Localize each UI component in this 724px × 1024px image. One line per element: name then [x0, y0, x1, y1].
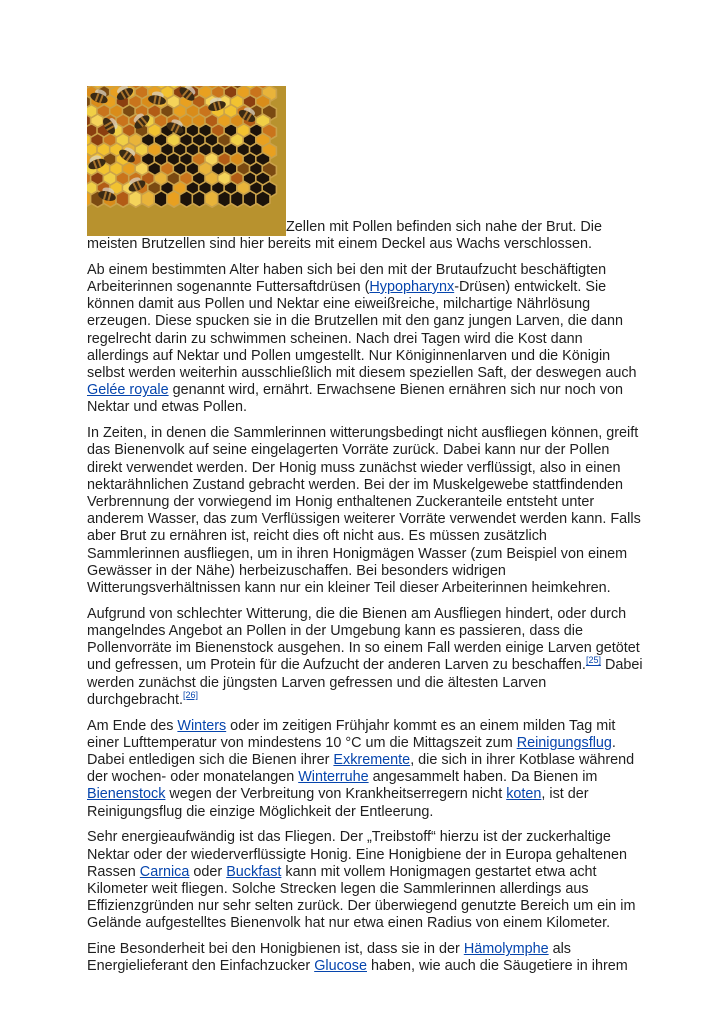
paragraph-stores: In Zeiten, in denen die Sammlerinnen witterungsbedingt nicht ausfliegen können, greift das Bienenvolk auf seine eingelagerten Vorräte zurück. Dabei kann nur der Pollen direkt verwendet werden. Der Honig muss zunächst wieder verflüssigt, also in einen nektarähnlichen Zustand gebracht werden. Bei der im Muskelgewebe stattfindenden Verbrennung der vorwiegend im Honig enthaltenen Zuckeranteile entsteht unter anderem Wasser, das zum Verflüssigen weiterer Vorräte verwendet werden kann. Falls aber Brut zu ernähren ist, reicht dies oft nicht aus. Es müssen zusätzlich Sammlerinnen ausfliegen, um in ihren Honigmägen Wasser (zum Beispiel von einem Gewässer in der Nähe) herbeizuschaffen. Bei besonders widrigen Witterungsverhältnissen kann nur ein kleiner Teil dieser Arbeiterinnen heimkehren. — [87, 425, 641, 597]
figure-paragraph — [87, 86, 643, 253]
link-koten[interactable]: koten — [506, 786, 542, 803]
link-carnica[interactable]: Carnica — [139, 863, 190, 880]
paragraph-cleansing-flight: Am Ende des Winters oder im zeitigen Frühjahr kommt es an einem milden Tag mit einer Lufttemperatur von mindestens 10 °C um die Mittagszeit zum Reinigungsflug. Dabei entledigen sich die Bienen ihrer Exkremente, die sich in ihrer Kotblase während der wochen- oder monatelangen Winterruhe angesammelt haben. Da Bienen im Bienenstock wegen der Verbreitung von Krankheitserregern nicht koten, ist der Reinigungsflug die einzige Möglichkeit der Entleerung. — [87, 717, 635, 820]
honeycomb-bees-image — [87, 86, 286, 236]
link-haemolymphe[interactable]: Hämolymphe — [463, 941, 549, 958]
reference-26[interactable]: [26] — [183, 690, 199, 701]
figure-caption: Zellen mit Pollen befinden sich nahe der Brut. Die meisten Brutzellen sind hier bereits mit einem Deckel aus Wachs verschlossen. — [87, 218, 602, 252]
link-gelee-royale[interactable]: Gelée royale — [87, 382, 169, 399]
link-glucose[interactable]: Glucose — [314, 958, 367, 975]
paragraph-pollen-shortage: Aufgrund von schlechter Witterung, die die Bienen am Ausfliegen hindert, oder durch mangelndes Angebot an Pollen in der Umgebung kann es passieren, dass die Pollenvorräte im Bienenstock ausgehen. In so einem Fall werden einige Larven getötet und gefressen, um Protein für die Aufzucht der anderen Larven zu beschaffen.[25] Dabei werden zunächst die jüngsten Larven gefressen und die ältesten Larven durchgebracht.[26] — [87, 605, 643, 708]
link-winters[interactable]: Winters — [177, 717, 227, 734]
comb-cell — [256, 191, 270, 207]
link-hypopharynx[interactable]: Hypopharynx — [369, 279, 455, 295]
paragraph-larval-feeding: Ab einem bestimmten Alter haben sich bei den mit der Brutaufzucht beschäftigten Arbeiterinnen sogenannte Futtersaftdrüsen (Hypopharynx-Drüsen) entwickelt. Sie können damit aus Pollen und Nektar eine eiweißreiche, milchartige Nährlösung erzeugen. Diese spucken sie in die Brutzellen mit den ganz jungen Larven, die dann regelrecht darin zu schwimmen scheinen. Nach drei Tagen wird die Kost dann allerdings auf Nektar und Pollen umgestellt. Nur Königinnenlarven und die Königin selbst werden weiterhin ausschließlich mit diesem speziellen Saft, der deswegen auch Gelée royale genannt wird, ernährt. Erwachsene Bienen ernähren sich nur noch von Nektar und etwas Pollen. — [87, 261, 637, 416]
paragraph-haemolymph: Eine Besonderheit bei den Honigbienen ist, dass sie in der Hämolymphe als Energielieferant den Einfachzucker Glucose haben, wie auch die Säugetiere in ihrem — [87, 941, 628, 975]
link-reinigungsflug[interactable]: Reinigungsflug — [516, 734, 612, 751]
link-winterruhe[interactable]: Winterruhe — [298, 769, 369, 786]
paragraph-flight-energy: Sehr energieaufwändig ist das Fliegen. Der „Treibstoff“ hierzu ist der zuckerhaltige Nektar oder der wiederverflüssigte Honig. Eine Honigbiene der in Europa gehaltenen Rassen Carnica oder Buckfast kann mit vollem Honigmagen gestartet etwa acht Kilometer weit fliegen. Solche Strecken legen die Sammlerinnen allerdings aus Effizienzgründen nur sehr selten zurück. Der überwiegend genutzte Bereich um ein im Gelände aufgestelltes Bienenvolk hat nur etwa einen Radius von einem Kilometer. — [87, 829, 636, 932]
link-buckfast[interactable]: Buckfast — [226, 863, 282, 880]
link-exkremente[interactable]: Exkremente — [333, 752, 411, 769]
document-page — [87, 86, 643, 984]
reference-25[interactable]: [25] — [585, 655, 601, 666]
link-bienenstock[interactable]: Bienenstock — [87, 786, 166, 803]
